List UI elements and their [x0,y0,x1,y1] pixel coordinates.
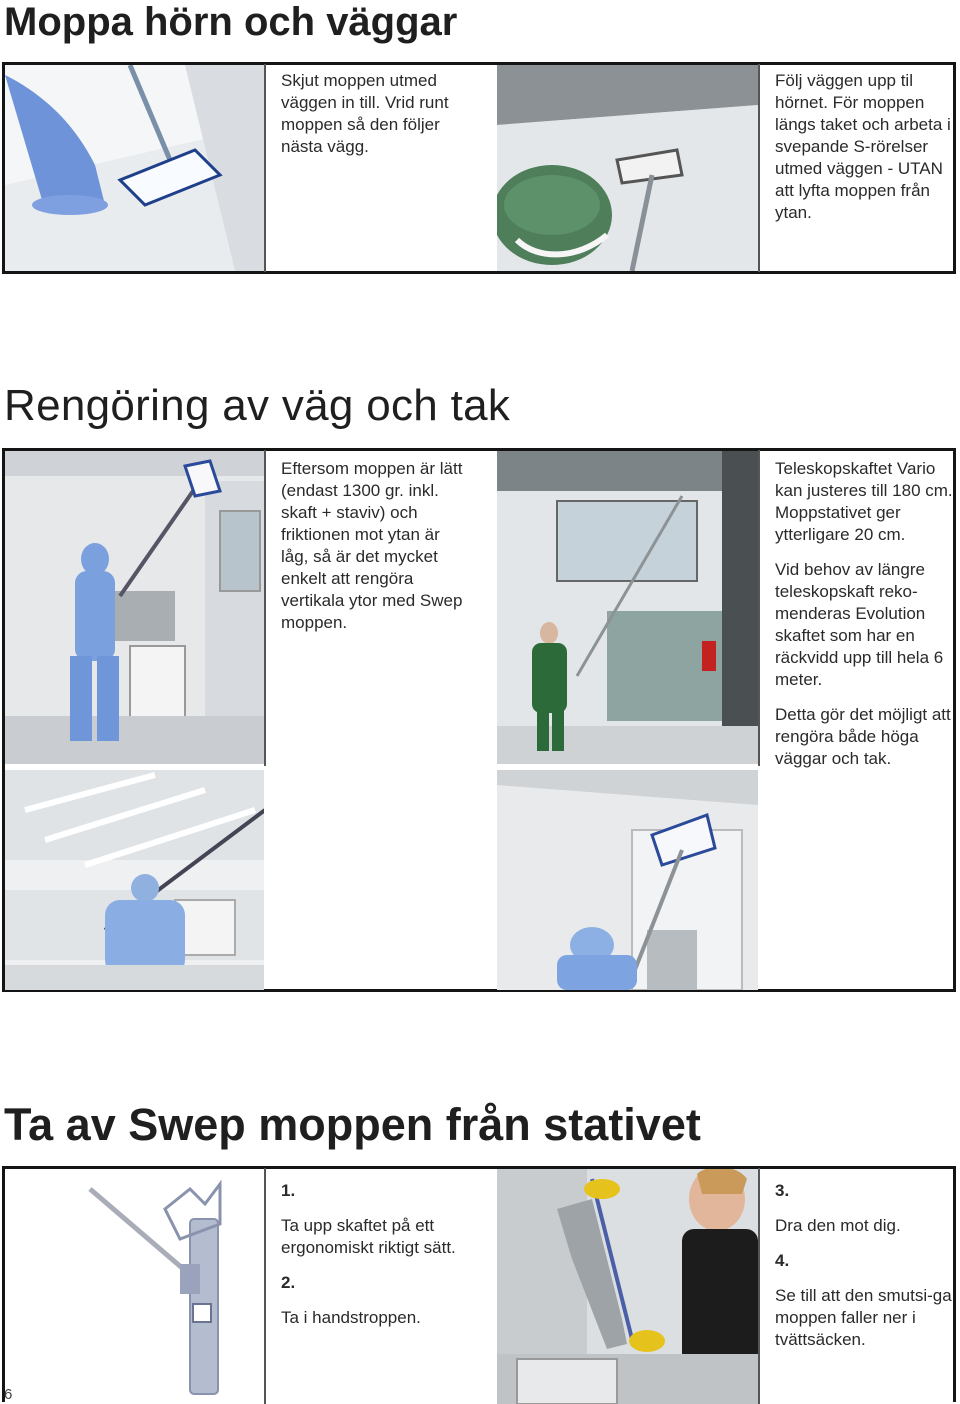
step-number-2: 2. [281,1273,296,1292]
photo-remove-mop [497,1169,758,1404]
text-block-steps-3-4 [775,1180,958,1364]
page-number: 6 [4,1386,13,1403]
step-text-2: Ta i handstroppen. [281,1308,421,1327]
text-block-s1-right: Följ väggen upp til hörnet. För moppen längs taket och arbeta i svepande S-rörelser utmed väggen - UTAN att lyfta moppen från ytan. [775,71,951,222]
photo-mop-wall-ceiling [497,65,758,271]
text-block-steps-1-2 [281,1180,471,1342]
illustration-mop-holder [5,1169,264,1404]
step-text-4: Se till att den smutsi-ga moppen faller ner i tvättsäcken. [775,1286,952,1349]
photo-mop-ceiling-corner [497,770,758,990]
step-text-1: Ta upp skaftet på ett ergonomiskt riktigt sätt. [281,1216,456,1257]
photo-lab-ceiling [5,770,264,990]
frame-divider [758,1168,760,1404]
step-number-4: 4. [775,1251,790,1270]
photo-telescopic-hall [497,451,758,764]
step-number-3: 3. [775,1181,790,1200]
text-block-s1-left: Skjut moppen utmed väggen in till. Vrid runt moppen så den följer nästa vägg. [281,71,449,156]
step-number-1: 1. [281,1181,296,1200]
frame-divider [264,64,266,272]
paragraph-hoga-vaggar: Detta gör det möjligt att rengöra både höga väggar och tak. [775,705,951,768]
photo-mop-floor-corner [5,65,264,271]
frame-divider [758,450,760,768]
frame-divider [758,64,760,272]
section-title-moppa: Moppa hörn och väggar [4,0,458,44]
paragraph-evolution: Vid behov av längre teleskopskaft reko-menderas Evolution skaftet som har en räckvidd upp till hela 6 meter. [775,560,944,689]
text-block-s2-left: Eftersom moppen är lätt (endast 1300 gr. inkl. skaft + staviv) och friktionen mot ytan är låg, så är det mycket enkelt att rengöra vertikala ytor med Swep moppen. [281,459,463,632]
section-title-rengoring: Rengöring av väg och tak [4,381,511,430]
photo-cleanroom-wall [5,451,264,764]
frame-divider [264,450,266,768]
step-text-3: Dra den mot dig. [775,1216,901,1235]
text-block-s2-right [775,458,958,783]
frame-divider [264,1168,266,1404]
paragraph-vario: Teleskopskaftet Vario kan justeres till 180 cm. Moppstativet ger ytterligare 20 cm. [775,459,953,544]
section-title-ta-av: Ta av Swep moppen från stativet [4,1099,701,1150]
